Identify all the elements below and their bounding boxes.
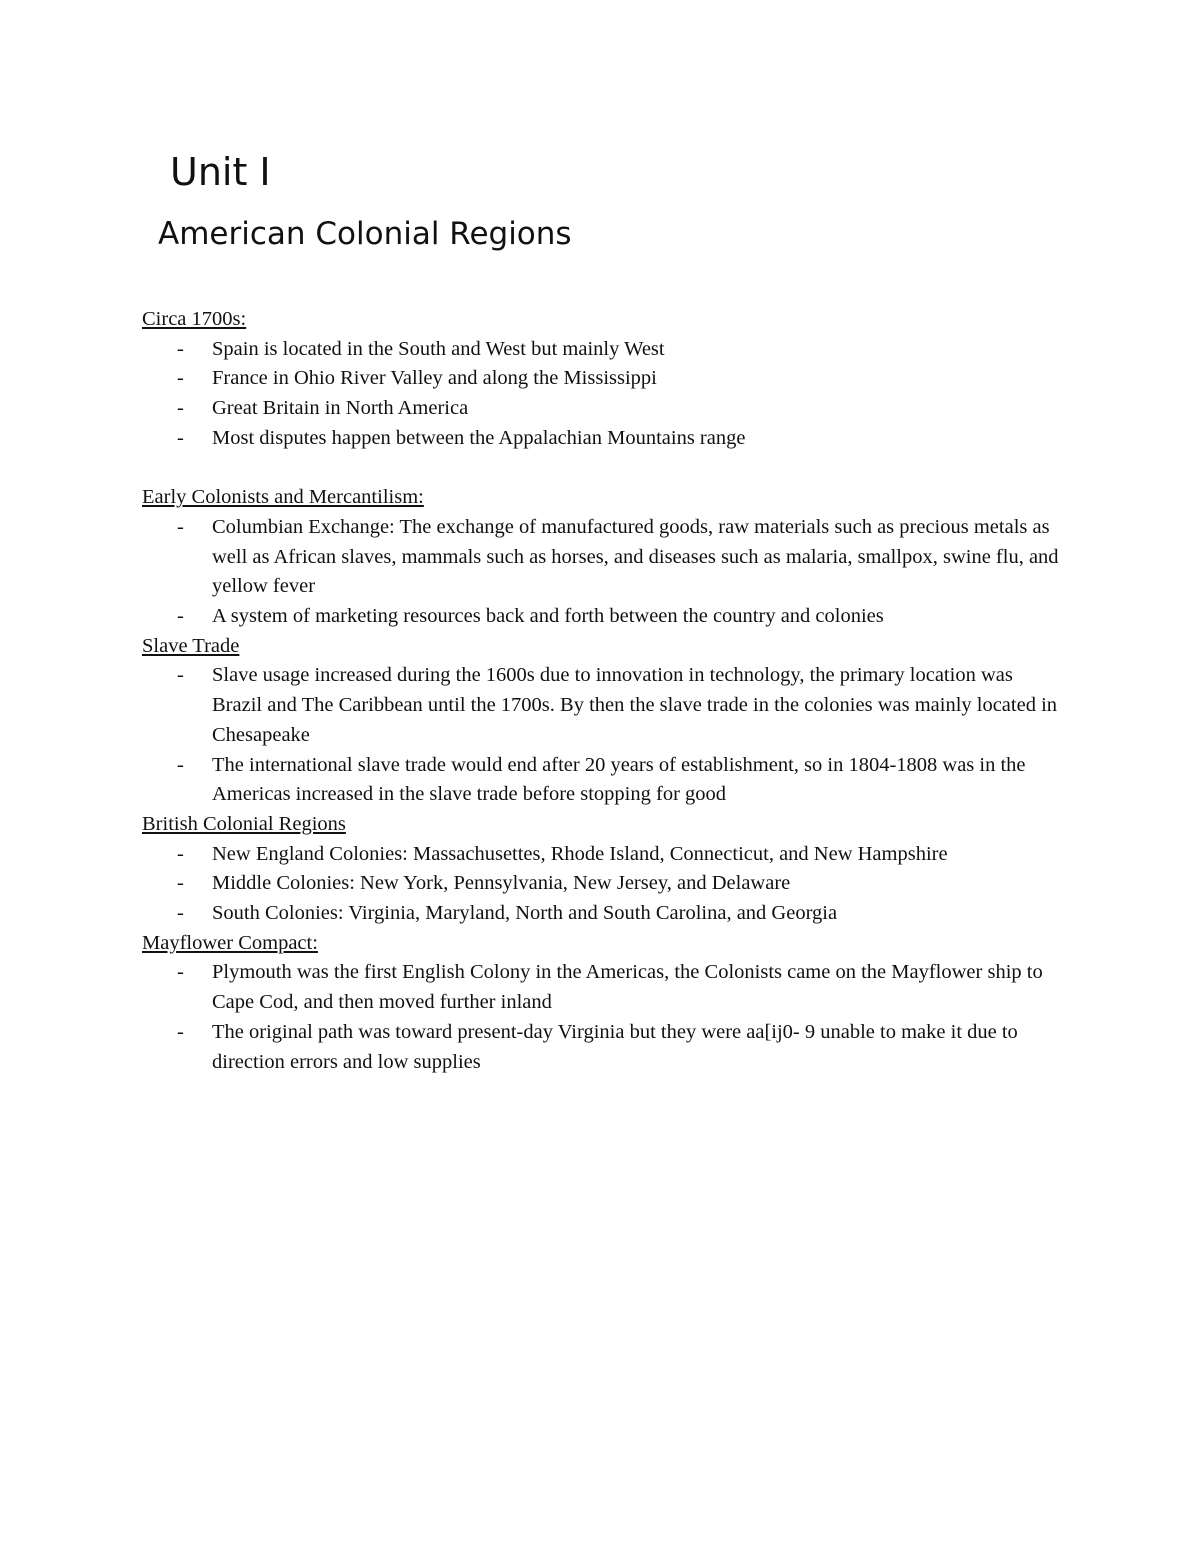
dash-marker: - (177, 515, 184, 538)
dash-marker: - (177, 872, 184, 895)
notes-content (142, 305, 1062, 1077)
bullet-list (142, 335, 1062, 454)
bullet-list (142, 513, 1062, 632)
section-heading: Circa 1700s: (142, 308, 247, 330)
section-circa-1700s (142, 305, 1062, 454)
section-heading: Slave Trade (142, 634, 240, 657)
list-item-text: Spain is located in the South and West but mainly West (212, 337, 665, 360)
section-heading: Early Colonists and Mercantilism: (142, 486, 424, 509)
list-item (142, 602, 1062, 632)
page-title: American Colonial Regions (158, 216, 572, 252)
bullet-list (142, 661, 1062, 810)
dash-marker: - (177, 842, 184, 865)
section-early-colonists (142, 483, 1062, 632)
list-item-text: The original path was toward present-day Virginia but they were aa[ij0- 9 unable to make it due to direction errors and low supplies (212, 1020, 1018, 1073)
section-british-colonial-regions (142, 810, 1062, 929)
dash-marker: - (177, 1020, 184, 1043)
bullet-list (142, 958, 1062, 1077)
list-item-text: Great Britain in North America (212, 397, 469, 420)
dash-marker: - (177, 961, 184, 984)
list-item-text: The international slave trade would end after 20 years of establishment, so in 1804-1808 was in the Americas increased in the slave trade before stopping for good (212, 753, 1026, 806)
dash-marker: - (177, 605, 184, 628)
list-item-text: New England Colonies: Massachusettes, Rhode Island, Connecticut, and New Hampshire (212, 842, 948, 865)
list-item (142, 899, 1062, 929)
list-item (142, 1018, 1062, 1077)
dash-marker: - (177, 902, 184, 925)
list-item-text: Middle Colonies: New York, Pennsylvania, New Jersey, and Delaware (212, 872, 791, 895)
dash-marker: - (177, 753, 184, 776)
bullet-list (142, 840, 1062, 929)
dash-marker: - (177, 337, 184, 360)
list-item (142, 364, 1062, 394)
dash-marker: - (177, 367, 184, 390)
list-item (142, 513, 1062, 602)
dash-marker: - (177, 664, 184, 687)
list-item (142, 840, 1062, 870)
section-mayflower-compact (142, 929, 1062, 1078)
list-item (142, 335, 1062, 365)
list-item (142, 751, 1062, 810)
dash-marker: - (177, 397, 184, 420)
list-item (142, 394, 1062, 424)
list-item-text: Plymouth was the first English Colony in the Americas, the Colonists came on the Mayflower ship to Cape Cod, and then moved further inland (212, 961, 1043, 1014)
list-item (142, 958, 1062, 1017)
section-heading: British Colonial Regions (142, 812, 346, 835)
section-slave-trade (142, 632, 1062, 810)
list-item-text: Columbian Exchange: The exchange of manufactured goods, raw materials such as precious metals as well as African slaves, mammals such as horses, and diseases such as malaria, smallpox, swine flu, and yellow fever (212, 515, 1059, 598)
list-item-text: South Colonies: Virginia, Maryland, North and South Carolina, and Georgia (212, 902, 838, 925)
section-heading: Mayflower Compact: (142, 931, 318, 954)
list-item-text: Slave usage increased during the 1600s due to innovation in technology, the primary location was Brazil and The Caribbean until the 1700s. By then the slave trade in the colonies was mainly located in Chesapeake (212, 664, 1058, 746)
list-item (142, 424, 1062, 454)
list-item-text: France in Ohio River Valley and along the Mississippi (212, 367, 657, 390)
list-item (142, 661, 1062, 750)
dash-marker: - (177, 426, 184, 449)
list-item-text: A system of marketing resources back and forth between the country and colonies (212, 605, 884, 628)
list-item (142, 869, 1062, 899)
list-item-text: Most disputes happen between the Appalachian Mountains range (212, 426, 746, 449)
unit-title: Unit I (170, 150, 271, 194)
